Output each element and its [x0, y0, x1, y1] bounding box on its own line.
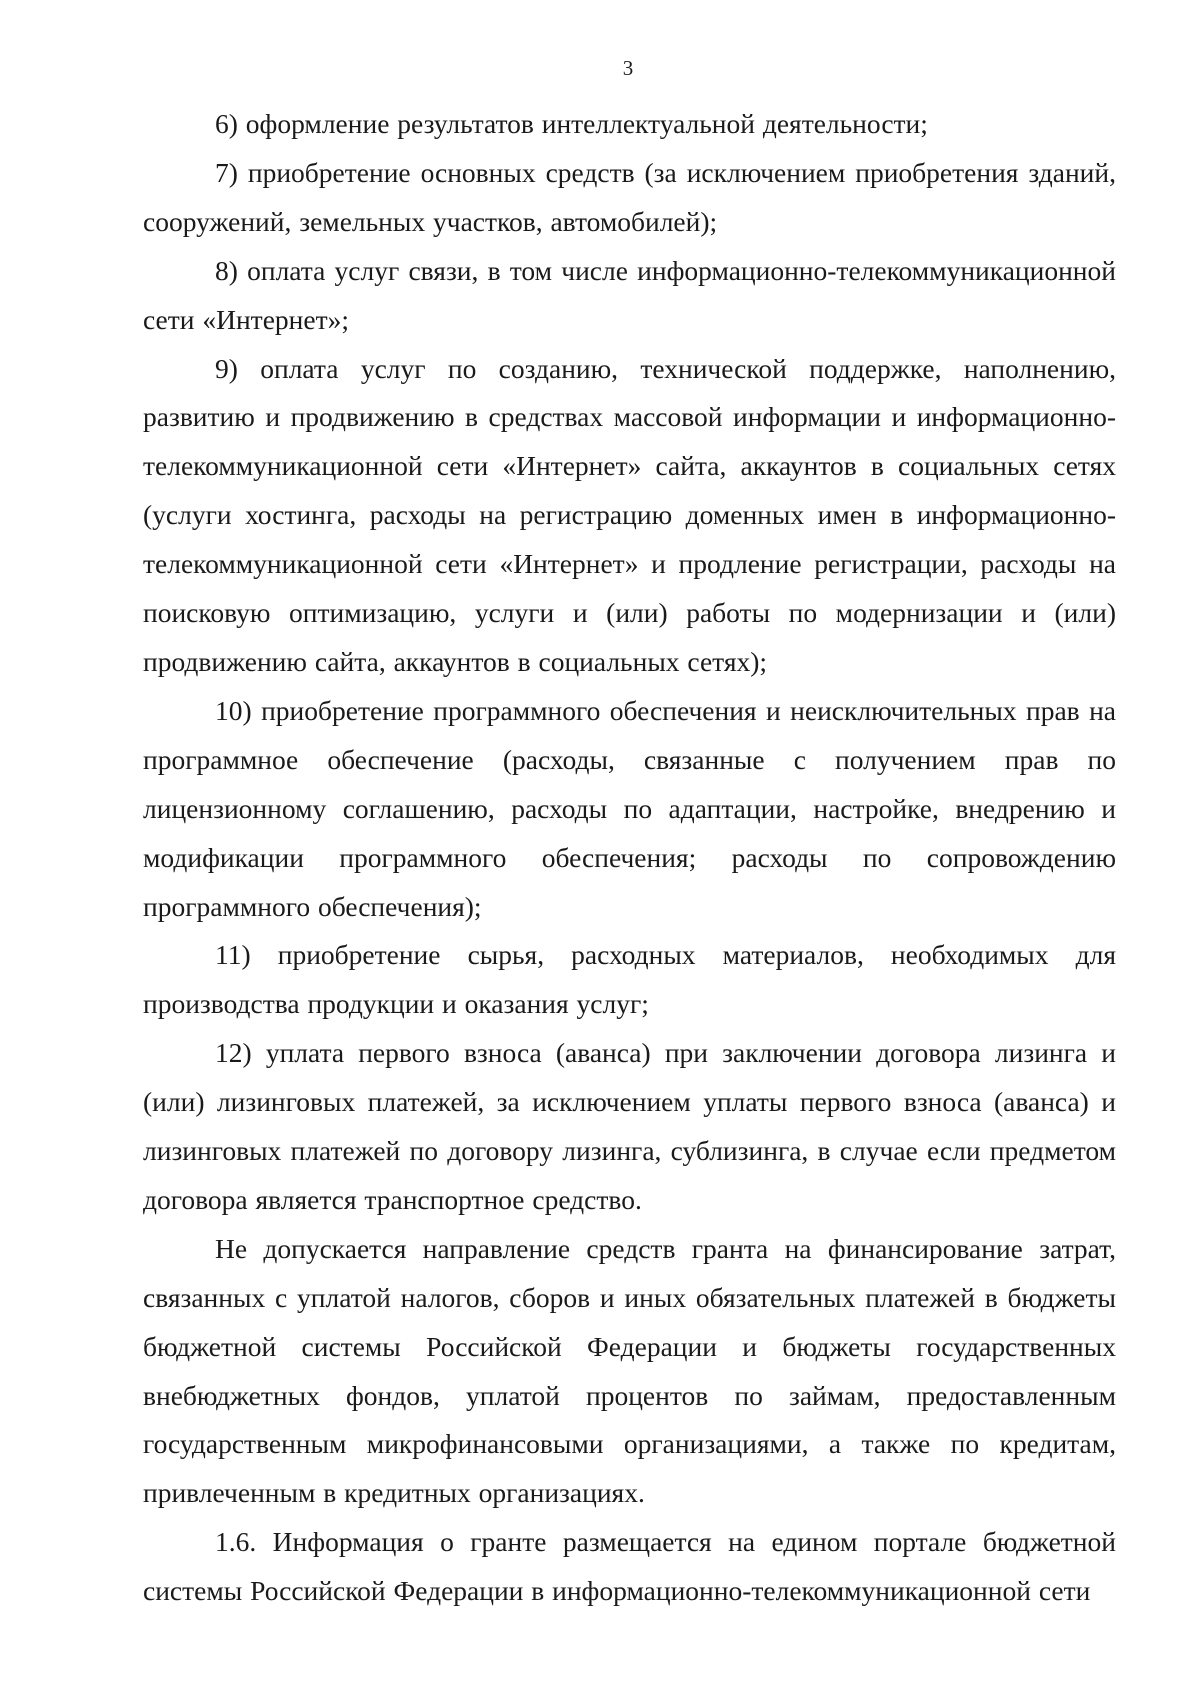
- paragraph-item-7: 7) приобретение основных средств (за исключением приобретения зданий, сооружений, земельных участков, автомобилей);: [143, 156, 1116, 237]
- paragraph-item-11: 11) приобретение сырья, расходных материалов, необходимых для производства продукции и оказания услуг;: [143, 939, 1116, 1020]
- paragraph-item-8: 8) оплата услуг связи, в том числе информационно-телекоммуникационной сети «Интернет»;: [143, 254, 1116, 335]
- page-number: 3: [622, 56, 634, 80]
- paragraph-section-1-6: 1.6. Информация о гранте размещается на едином портале бюджетной системы Российской Федерации в информационно-телекоммуникационной сети: [143, 1526, 1116, 1607]
- paragraph-item-9: 9) оплата услуг по созданию, технической поддержке, наполнению, развитию и продвижению в средствах массовой информации и информационно-телекоммуникационной сети «Интернет» сайта, аккаунтов в социальных сетях (услуги хостинга, расходы на регистрацию доменных имен в информационно-телекоммуникационной сети «Интернет» и продление регистрации, расходы на поисковую оптимизацию, услуги и (или) работы по модернизации и (или) продвижению сайта, аккаунтов в социальных сетях);: [143, 352, 1116, 677]
- paragraph-item-12: 12) уплата первого взноса (аванса) при заключении договора лизинга и (или) лизинговых платежей, за исключением уплаты первого взноса (аванса) и лизинговых платежей по договору лизинга, сублизинга, в случае если предметом договора является транспортное средство.: [143, 1037, 1116, 1215]
- paragraph-restriction: Не допускается направление средств гранта на финансирование затрат, связанных с уплатой налогов, сборов и иных обязательных платежей в бюджеты бюджетной системы Российской Федерации и бюджеты государственных внебюджетных фондов, уплатой процентов по займам, предоставленным государственным микрофинансовыми организациями, а также по кредитам, привлеченным в кредитных организациях.: [143, 1232, 1116, 1509]
- paragraph-item-10: 10) приобретение программного обеспечения и неисключительных прав на программное обеспечение (расходы, связанные с получением прав по лицензионному соглашению, расходы по адаптации, настройке, внедрению и модификации программного обеспечения; расходы по сопровождению программного обеспечения);: [143, 694, 1116, 922]
- paragraph-item-6: 6) оформление результатов интеллектуальной деятельности;: [215, 108, 928, 139]
- document-body: [143, 100, 1116, 1616]
